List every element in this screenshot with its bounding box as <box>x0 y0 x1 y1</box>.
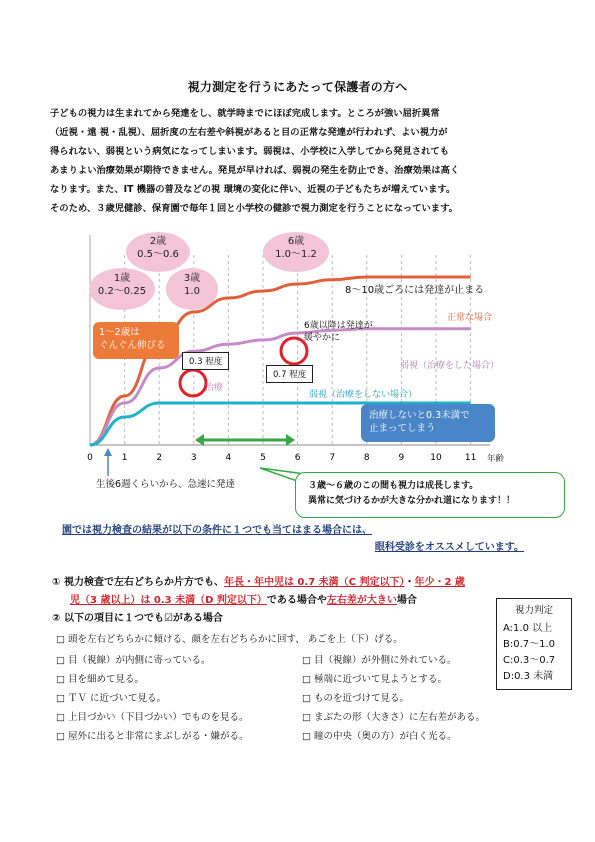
x-tick-label: 9 <box>398 453 405 463</box>
x-tick-label: 2 <box>156 453 163 463</box>
criterion-1-red: 左右差が大きい <box>326 595 397 606</box>
bubble-age: 3歳 <box>183 273 201 284</box>
criterion-1-red: 年長・年中児は 0.7 未満（C 判定以下） <box>223 577 405 588</box>
x-tick-label: 10 <box>430 453 442 463</box>
criterion-1-red: 児（3 歳以上）は 0.3 未満（D 判定以下） <box>70 595 267 606</box>
bubble-1y <box>89 268 155 310</box>
intro-line: 子どもの視力は生まれてから発達をし、就学時までにほぼ完成します。ところが強い屈折異常 <box>50 108 440 119</box>
acuity-grade: A:1.0 以上 <box>503 623 553 634</box>
check-item[interactable]: □ 目を細めて見る。 <box>56 674 144 685</box>
criteria-block <box>52 574 492 628</box>
check-item[interactable]: □ 屋外に出ると非常にまぶしがる・嫌がる。 <box>56 731 249 742</box>
annotation-top: 8～10歳ごろには発達が止まる <box>345 285 485 296</box>
criterion-1 <box>52 574 492 592</box>
check-item[interactable]: □ 瞳の中央（奥の方）が白く光る。 <box>302 731 457 742</box>
criterion-1-prefix: ① 視力検査で左右どちらか片方でも、 <box>52 577 224 588</box>
intro-line: （近視・遠 視・乱視）、屈折度の左右差や斜視があると目の正常な発達が行われず、よい視力が <box>50 127 448 138</box>
acuity-grade-box <box>496 598 572 690</box>
treatment-circle <box>180 370 206 396</box>
intro-line: あまりよい治療効果が期待できません。発見が早ければ、弱視の発生を防止でき、治療効果は高く <box>50 165 460 176</box>
bubble-value: 1.0 <box>184 286 200 297</box>
check-item[interactable]: □ 上目づかい（下目づかい）でものを見る。 <box>56 712 249 723</box>
consultation-condition <box>62 522 532 556</box>
check-item[interactable]: □ ＴＶ に近づいて見る。 <box>56 693 167 704</box>
check-item[interactable]: □ まぶたの形（大きさ）に左右差がある。 <box>302 712 485 723</box>
check-item[interactable]: □ 極端に近づいて見ようとする。 <box>302 674 447 685</box>
treatment-label: 治療 <box>205 383 224 393</box>
green-callout <box>295 472 565 518</box>
check-item[interactable]: □ 目（視線）が内側に寄っている。 <box>56 655 211 666</box>
x-axis-unit: 年齢 <box>487 454 505 464</box>
range-arrow-right-head <box>286 434 295 446</box>
bubble-value: 0.5～0.6 <box>137 249 179 260</box>
slowdown-note <box>304 320 373 344</box>
orange-note <box>93 322 179 359</box>
birth-note: 生後6週くらいから、急速に発達 <box>96 479 236 490</box>
x-tick-label: 6 <box>294 453 301 463</box>
criterion-1-suffix: 場合 <box>396 595 417 606</box>
box-07: 0.7 程度 <box>266 365 313 383</box>
x-tick-label: 8 <box>363 453 370 463</box>
condition-line-2: 眼科受診をオススメしています。 <box>374 542 524 553</box>
box-03: 0.3 程度 <box>182 352 229 370</box>
bubble-value: 1.0～1.2 <box>275 249 317 260</box>
blue-note <box>361 404 495 442</box>
x-tick-label: 1 <box>121 453 128 463</box>
acuity-grade: D:0.3 未満 <box>503 671 554 682</box>
x-tick-label: 3 <box>190 453 197 463</box>
x-tick-label: 7 <box>329 453 336 463</box>
x-axis-ticks <box>87 453 476 463</box>
page-title: 視力測定を行うにあたって保護者の方へ <box>187 80 408 94</box>
intro-line: そのため、３歳児健診、保育園で毎年１回と小学校の健診で視力測定を行うことになっています。 <box>50 203 458 214</box>
acuity-heading: 視力判定 <box>514 605 553 616</box>
bubble-6y <box>263 232 329 272</box>
criterion-1-mid: である場合や <box>266 595 327 606</box>
bubble-3y <box>166 268 218 310</box>
bubble-age: 2歳 <box>149 236 167 247</box>
x-tick-label: 0 <box>87 453 93 463</box>
check-item[interactable]: □ 頭を左右どちらかに傾ける、顔を左右どちらかに回す、 あごを上（下）げる。 <box>56 634 403 645</box>
untreated-series-label: 弱視（治療をしない場合） <box>309 390 418 400</box>
treated-series-label: 弱視（治療をした場合） <box>400 361 500 371</box>
criterion-2: ② 以下の項目に１つでも☑がある場合 <box>52 613 223 624</box>
range-arrow-left-head <box>195 434 204 446</box>
bubble-value: 0.2～0.25 <box>97 286 147 297</box>
normal-series-label: 正常な場合 <box>447 313 493 323</box>
criterion-1-sep: ・ <box>404 577 415 588</box>
criterion-1-cont <box>52 592 492 610</box>
intro-line: 得られない、弱視という病気になってしまいます。弱視は、小学校に入学してから発見されても <box>50 146 450 157</box>
x-tick-label: 4 <box>225 453 232 463</box>
criterion-1-red: 年少・2 歳 <box>414 577 465 588</box>
acuity-grade: B:0.7～1.0 <box>503 639 556 650</box>
check-item[interactable]: □ 目（視線）が外側に外れている。 <box>302 655 457 666</box>
acuity-grade: C:0.3～0.7 <box>503 655 556 666</box>
slowdown-text: 6歳以降は発達が 緩やかに <box>304 321 373 343</box>
x-tick-label: 5 <box>260 453 266 463</box>
x-tick-label: 11 <box>464 453 477 463</box>
green-note-text: ３歳～６歳のこの間も視力は成長します。 異常に気づけるかが大きな分かれ道になります！！ <box>308 481 516 506</box>
check-item[interactable]: □ ものを近づけて見る。 <box>302 693 409 704</box>
bubble-age: 6歳 <box>287 236 305 247</box>
intro-line: なります。また、IT 機器の普及などの視 環境の変化に伴い、近視の子どもたちが増えています。 <box>50 184 456 195</box>
condition-line-1: 園では視力検査の結果が以下の条件に１つでも当てはまる場合には、 <box>62 525 372 536</box>
birth-arrow-head <box>104 448 112 456</box>
bubble-2y <box>126 232 190 272</box>
blue-note-text: 治療しないと0.3未満で 止まってしまう <box>369 410 470 434</box>
orange-note-text: 1～2歳は ぐんぐん伸びる <box>99 327 166 351</box>
bubble-age: 1歳 <box>113 273 131 284</box>
